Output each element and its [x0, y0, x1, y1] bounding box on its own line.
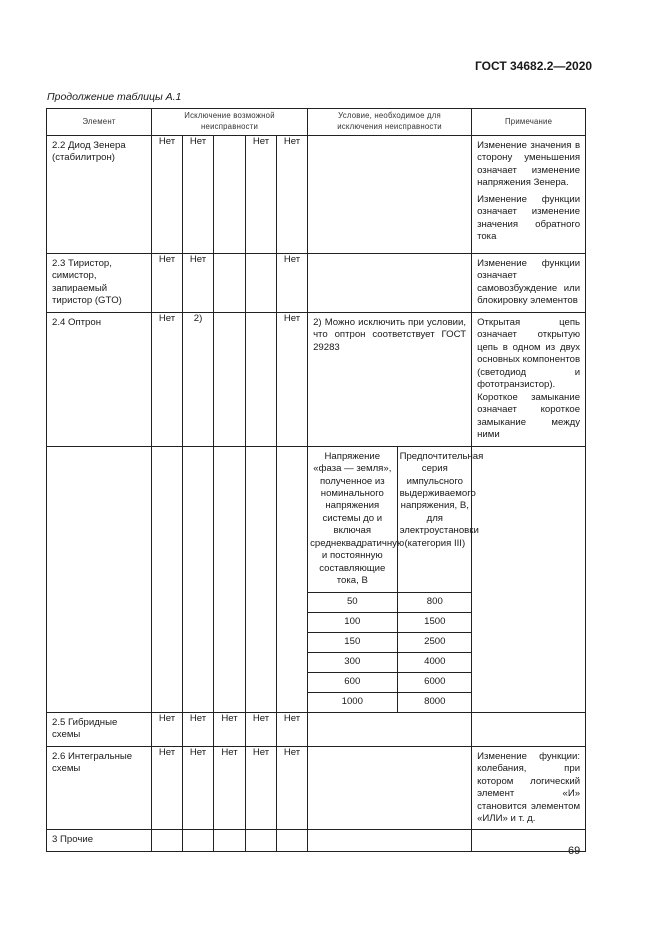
- mark-cell: Нет: [183, 254, 214, 313]
- mark-cell: [214, 830, 246, 851]
- voltage-row: [308, 652, 472, 672]
- voltage-value: 50: [308, 592, 397, 612]
- table-row: [47, 712, 586, 746]
- mark-cell: Нет: [214, 712, 246, 746]
- mark-cell: Нет: [152, 136, 183, 254]
- mark-cell: Нет: [277, 312, 308, 446]
- voltage-row: [308, 592, 472, 612]
- impulse-voltage-value: 2500: [397, 632, 472, 652]
- header-note: Примечание: [472, 109, 586, 136]
- note-text: Изменение функции означает изменение значения обратного тока: [477, 193, 581, 243]
- failure-exclusion-table: [46, 108, 586, 852]
- voltage-value: 100: [308, 612, 397, 632]
- condition-cell: [308, 747, 471, 755]
- mark-cell: Нет: [246, 746, 277, 830]
- mark-cell: Нет: [183, 136, 214, 254]
- voltage-table-cell: [308, 446, 484, 712]
- mark-cell: [214, 446, 246, 712]
- standard-number: ГОСТ 34682.2—2020: [475, 59, 593, 73]
- table-continuation-caption: Продолжение таблицы А.1: [47, 91, 182, 103]
- condition-cell: [308, 713, 471, 721]
- table-row: [47, 312, 586, 446]
- note-text: Изменение функции: колебания, при котором логический элемент «И» становится элементом «ИЛИ» и т. д.: [477, 750, 581, 824]
- mark-cell: Нет: [183, 746, 214, 830]
- note-text: Открытая цепь означает открытую цепь в одном из двух основных компонентов (светодиод и фототранзистор). Короткое замыкание означает короткое замыкание между ними: [477, 316, 581, 441]
- mark-cell: [183, 446, 214, 712]
- table-row: [47, 446, 586, 712]
- mark-cell: [214, 136, 246, 254]
- mark-cell: Нет: [277, 712, 308, 746]
- impulse-voltage-value: 4000: [397, 652, 472, 672]
- voltage-value: 300: [308, 652, 397, 672]
- condition-cell: [308, 830, 471, 838]
- mark-cell: Нет: [152, 746, 183, 830]
- mark-cell: Нет: [246, 712, 277, 746]
- mark-cell: [183, 830, 214, 851]
- mark-cell: [246, 446, 277, 712]
- element-cell: 3 Прочие: [52, 834, 94, 846]
- element-cell: 2.6 Интегральные схемы: [52, 750, 133, 775]
- mark-cell: Нет: [277, 136, 308, 254]
- mark-cell: [277, 446, 308, 712]
- voltage-row: [308, 612, 472, 632]
- header-element: Элемент: [47, 109, 152, 136]
- mark-cell: [214, 254, 246, 313]
- element-cell: 2.5 Гибридные схемы: [52, 716, 118, 741]
- element-cell: 2.4 Оптрон: [52, 316, 102, 328]
- mark-cell: Нет: [277, 746, 308, 830]
- table-row: [47, 254, 586, 313]
- voltage-col1-header: Напряжение «фаза — земля», полученное из номинального напряжения системы до и включая среднеквадратичную и постоянную составляющие тока, В: [308, 447, 397, 593]
- impulse-voltage-value: 8000: [397, 692, 472, 712]
- voltage-table: [308, 447, 484, 712]
- header-exclusion: Исключение возможной неисправности: [152, 109, 308, 136]
- voltage-value: 600: [308, 672, 397, 692]
- mark-cell: [152, 830, 183, 851]
- note-text: [472, 713, 585, 721]
- table-row: [47, 136, 586, 254]
- voltage-value: 1000: [308, 692, 397, 712]
- note-cell: [472, 446, 586, 712]
- condition-cell: [308, 136, 471, 144]
- note-text: [472, 830, 585, 838]
- voltage-row: [308, 692, 472, 712]
- note-text: Изменение значения в сторону уменьшения означает изменение напряжения Зенера.: [477, 140, 581, 189]
- page-number: 69: [568, 845, 581, 857]
- condition-cell: 2) Можно исключить при условии, что оптрон соответствует ГОСТ 29283: [313, 316, 467, 353]
- voltage-row: [308, 632, 472, 652]
- header-condition: Условие, необходимое для исключения неисправности: [308, 109, 472, 136]
- mark-cell: [214, 312, 246, 446]
- table-row: [47, 830, 586, 851]
- mark-cell: Нет: [277, 254, 308, 313]
- voltage-row: [308, 672, 472, 692]
- element-cell: [47, 446, 152, 712]
- mark-cell: [246, 312, 277, 446]
- mark-cell: Нет: [152, 254, 183, 313]
- impulse-voltage-value: 1500: [397, 612, 472, 632]
- table-row: [47, 746, 586, 830]
- mark-cell: Нет: [152, 712, 183, 746]
- voltage-value: 150: [308, 632, 397, 652]
- header-row: [47, 109, 586, 136]
- impulse-voltage-value: 800: [397, 592, 472, 612]
- mark-cell: [246, 254, 277, 313]
- mark-cell: Нет: [246, 136, 277, 254]
- mark-cell: 2): [183, 312, 214, 446]
- mark-cell: [246, 830, 277, 851]
- mark-cell: [152, 446, 183, 712]
- note-text: Изменение функции означает самовозбуждение или блокировку элементов: [477, 258, 581, 307]
- mark-cell: Нет: [183, 712, 214, 746]
- mark-cell: Нет: [152, 312, 183, 446]
- impulse-voltage-value: 6000: [397, 672, 472, 692]
- element-cell: 2.2 Диод Зенера (стабилитрон): [52, 140, 126, 164]
- mark-cell: Нет: [214, 746, 246, 830]
- condition-cell: [308, 254, 471, 262]
- mark-cell: [277, 830, 308, 851]
- voltage-col2-header: Предпочтительная серия импульсного выдерживаемого напряжения, В, для электроустановки (категория III): [397, 447, 472, 593]
- element-cell: 2.3 Тиристор, симистор, запираемый тиристор (GTO): [52, 258, 122, 307]
